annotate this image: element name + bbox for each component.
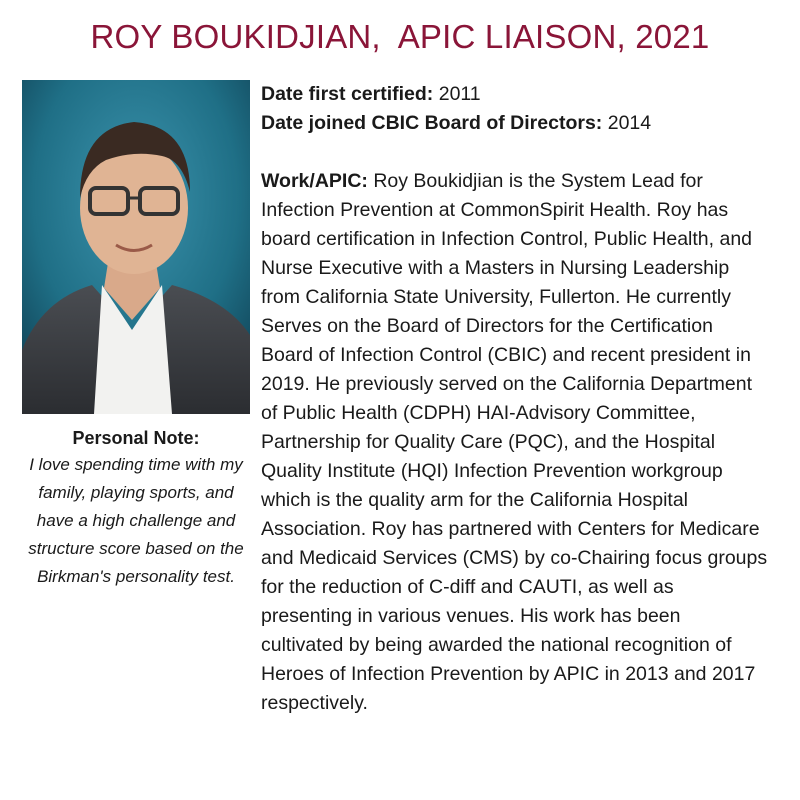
work-line: Roy Boukidjian is the System Lead for — [373, 170, 703, 192]
date-joined-value: 2014 — [607, 112, 652, 134]
note-line: have a high challenge and — [36, 511, 236, 530]
portrait-photo — [22, 80, 250, 414]
work-line: from California State University, Fullerton. He currently — [261, 286, 731, 308]
work-line: Quality Institute (HQI) Infection Prevention workgroup — [261, 460, 723, 482]
work-line: board certification in Infection Control, Public Health, and — [261, 228, 753, 250]
date-joined-label: Date joined CBIC Board of Directors: — [261, 112, 603, 134]
personal-note — [18, 425, 254, 591]
work-line: Infection Prevention at CommonSpirit Health. Roy has — [261, 199, 729, 221]
work-line: presenting in various venues. His work has been — [261, 605, 681, 627]
date-certified-row — [261, 80, 796, 109]
work-line: for the reduction of C-diff and CAUTI, as well as — [261, 576, 674, 598]
date-certified-value: 2011 — [438, 83, 481, 105]
work-line: Heroes of Infection Prevention by APIC in 2013 and 2017 — [261, 663, 756, 685]
personal-note-body — [18, 451, 254, 591]
work-label: Work/APIC: — [261, 170, 368, 192]
work-line: Association. Roy has partnered with Centers for Medicare — [261, 518, 760, 540]
note-line: structure score based on the — [28, 539, 244, 558]
date-joined-row — [261, 109, 796, 138]
work-line: Partnership for Quality Care (PQC), and the Hospital — [261, 431, 716, 453]
bio-column — [261, 80, 796, 718]
work-line: Serves on the Board of Directors for the Certification — [261, 315, 713, 337]
work-line: Board of Infection Control (CBIC) and recent president in — [261, 344, 751, 366]
work-line: and Medicaid Services (CMS) by co-Chairing focus groups — [261, 547, 768, 569]
work-line: of Public Health (CDPH) HAI-Advisory Committee, — [261, 402, 696, 424]
note-line: Birkman's personality test. — [37, 567, 235, 586]
work-line: 2019. He previously served on the California Department — [261, 373, 753, 395]
work-line: Nurse Executive with a Masters in Nursing Leadership — [261, 257, 730, 279]
work-paragraph — [261, 167, 796, 718]
work-line: which is the quality arm for the California Hospital — [261, 489, 689, 511]
note-line: family, playing sports, and — [38, 483, 234, 502]
work-line: respectively. — [261, 692, 368, 714]
page-title: ROY BOUKIDJIAN, APIC LIAISON, 2021 — [90, 18, 710, 55]
work-line-first — [261, 167, 796, 196]
personal-note-heading: Personal Note: — [72, 428, 200, 448]
note-line: I love spending time with my — [29, 455, 243, 474]
work-line: cultivated by being awarded the national recognition of — [261, 634, 732, 656]
date-certified-label: Date first certified: — [261, 83, 434, 105]
